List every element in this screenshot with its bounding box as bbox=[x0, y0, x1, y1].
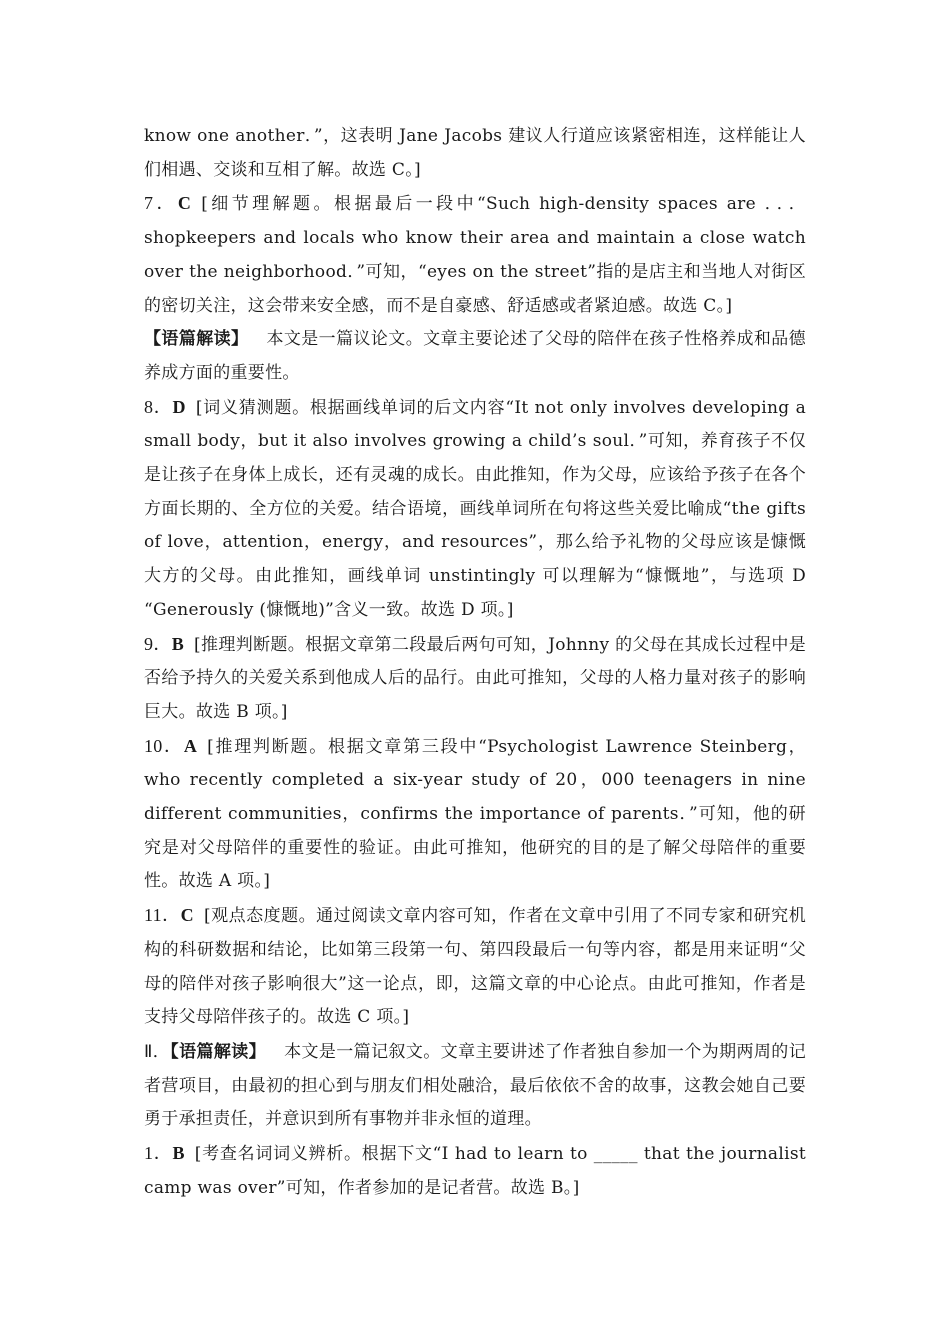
explanation-text: [细节理解题。根据最后一段中“Such high-density spaces are ．．．shopkeepers and locals who know their area and maintain a close watch over the neighborhood．”可知，“eyes on the street”指的是店主和当地人对街区的密切关注，这会带来安全感，而不是自豪感、舒适感或者紧迫感。故选 C。] bbox=[144, 194, 806, 316]
interpretation-text: 本文是一篇议论文。文章主要论述了父母的陪伴在孩子性格养成和品德养成方面的重要性。 bbox=[144, 329, 806, 383]
answer-item-1 bbox=[144, 1137, 806, 1205]
passage-interpretation-2 bbox=[144, 1035, 806, 1137]
answer-letter: B bbox=[171, 633, 185, 654]
explanation-text: [推理判断题。根据文章第二段最后两句可知，Johnny 的父母在其成长过程中是否给予持久的关爱关系到他成人后的品行。由此可推知，父母的人格力量对孩子的影响巨大。故选 B 项。] bbox=[144, 634, 807, 722]
passage-interpretation bbox=[144, 323, 806, 390]
question-number: 10． bbox=[144, 735, 184, 756]
section-number: Ⅱ． bbox=[144, 1041, 171, 1061]
answer-letter: D bbox=[172, 396, 186, 417]
explanation-text: [观点态度题。通过阅读文章内容可知，作者在文章中引用了不同专家和研究机构的科研数据和结论，比如第三段第一句、第四段最后一句等内容，都是用来证明“父母的陪伴对孩子影响很大”这一论点，即，这篇文章的中心论点。由此可推知，作者是支持父母陪伴孩子的。故选 C 项。] bbox=[144, 906, 806, 1028]
answer-item-8 bbox=[144, 391, 806, 628]
paragraph-continuation bbox=[144, 120, 806, 187]
answer-letter: C bbox=[177, 193, 192, 214]
paragraph-text: know one another．”，这表明 Jane Jacobs 建议人行道应该紧密相连，这样能让人们相遇、交谈和互相了解。故选 C。] bbox=[144, 126, 806, 180]
question-number: 8． bbox=[144, 396, 173, 417]
question-number: 1． bbox=[144, 1143, 173, 1164]
question-number: 9． bbox=[144, 633, 172, 654]
answer-letter: C bbox=[180, 905, 194, 926]
explanation-text: [推理判断题。根据文章第三段中“Psychologist Lawrence Steinberg，who recently completed a six-year study of 20，000 teenagers in nine different communities，confirms the importance of parents．”可知，他的研究是对父母陪伴的重要性的验证。由此可推知，他研究的目的是了解父母陪伴的重要性。故选 A 项。] bbox=[144, 736, 806, 892]
section-tag: 【语篇解读】 bbox=[144, 329, 249, 350]
answer-item-11 bbox=[144, 899, 806, 1035]
answer-letter: A bbox=[183, 735, 198, 756]
document-page bbox=[144, 120, 806, 1206]
answer-item-7 bbox=[144, 187, 806, 323]
answer-letter: B bbox=[172, 1143, 185, 1164]
section-tag: 【语篇解读】 bbox=[170, 1041, 267, 1062]
answer-item-9 bbox=[144, 628, 806, 730]
interpretation-text: 本文是一篇记叙文。文章主要讲述了作者独自参加一个为期两周的记者营项目，由最初的担心到与朋友们相处融洽，最后依依不舍的故事，这教会她自己要勇于承担责任，并意识到所有事物并非永恒的道理。 bbox=[144, 1041, 806, 1130]
answer-item-10 bbox=[144, 730, 806, 900]
question-number: 7． bbox=[144, 193, 178, 214]
explanation-text: [考查名词词义辨析。根据下文“I had to learn to _____ that the journalist camp was over”可知，作者参加的是记者营。故选 B。] bbox=[144, 1144, 806, 1198]
explanation-text: [词义猜测题。根据画线单词的后文内容“It not only involves developing a small body，but it also involves growing a child’s soul．”可知，养育孩子不仅是让孩子在身体上成长，还有灵魂的成长。由此推知，作为父母，应该给予孩子在各个方面长期的、全方位的关爱。结合语境，画线单词所在句将这些关爱比喻成“the gifts of love，attention，energy，and resources”，那么给予礼物的父母应该是慷慨大方的父母。由此推知，画线单词 unstintingly 可以理解为“慷慨地”，与选项 D “Generously (慷慨地)”含义一致。故选 D 项。] bbox=[144, 397, 806, 620]
question-number: 11． bbox=[144, 905, 181, 926]
